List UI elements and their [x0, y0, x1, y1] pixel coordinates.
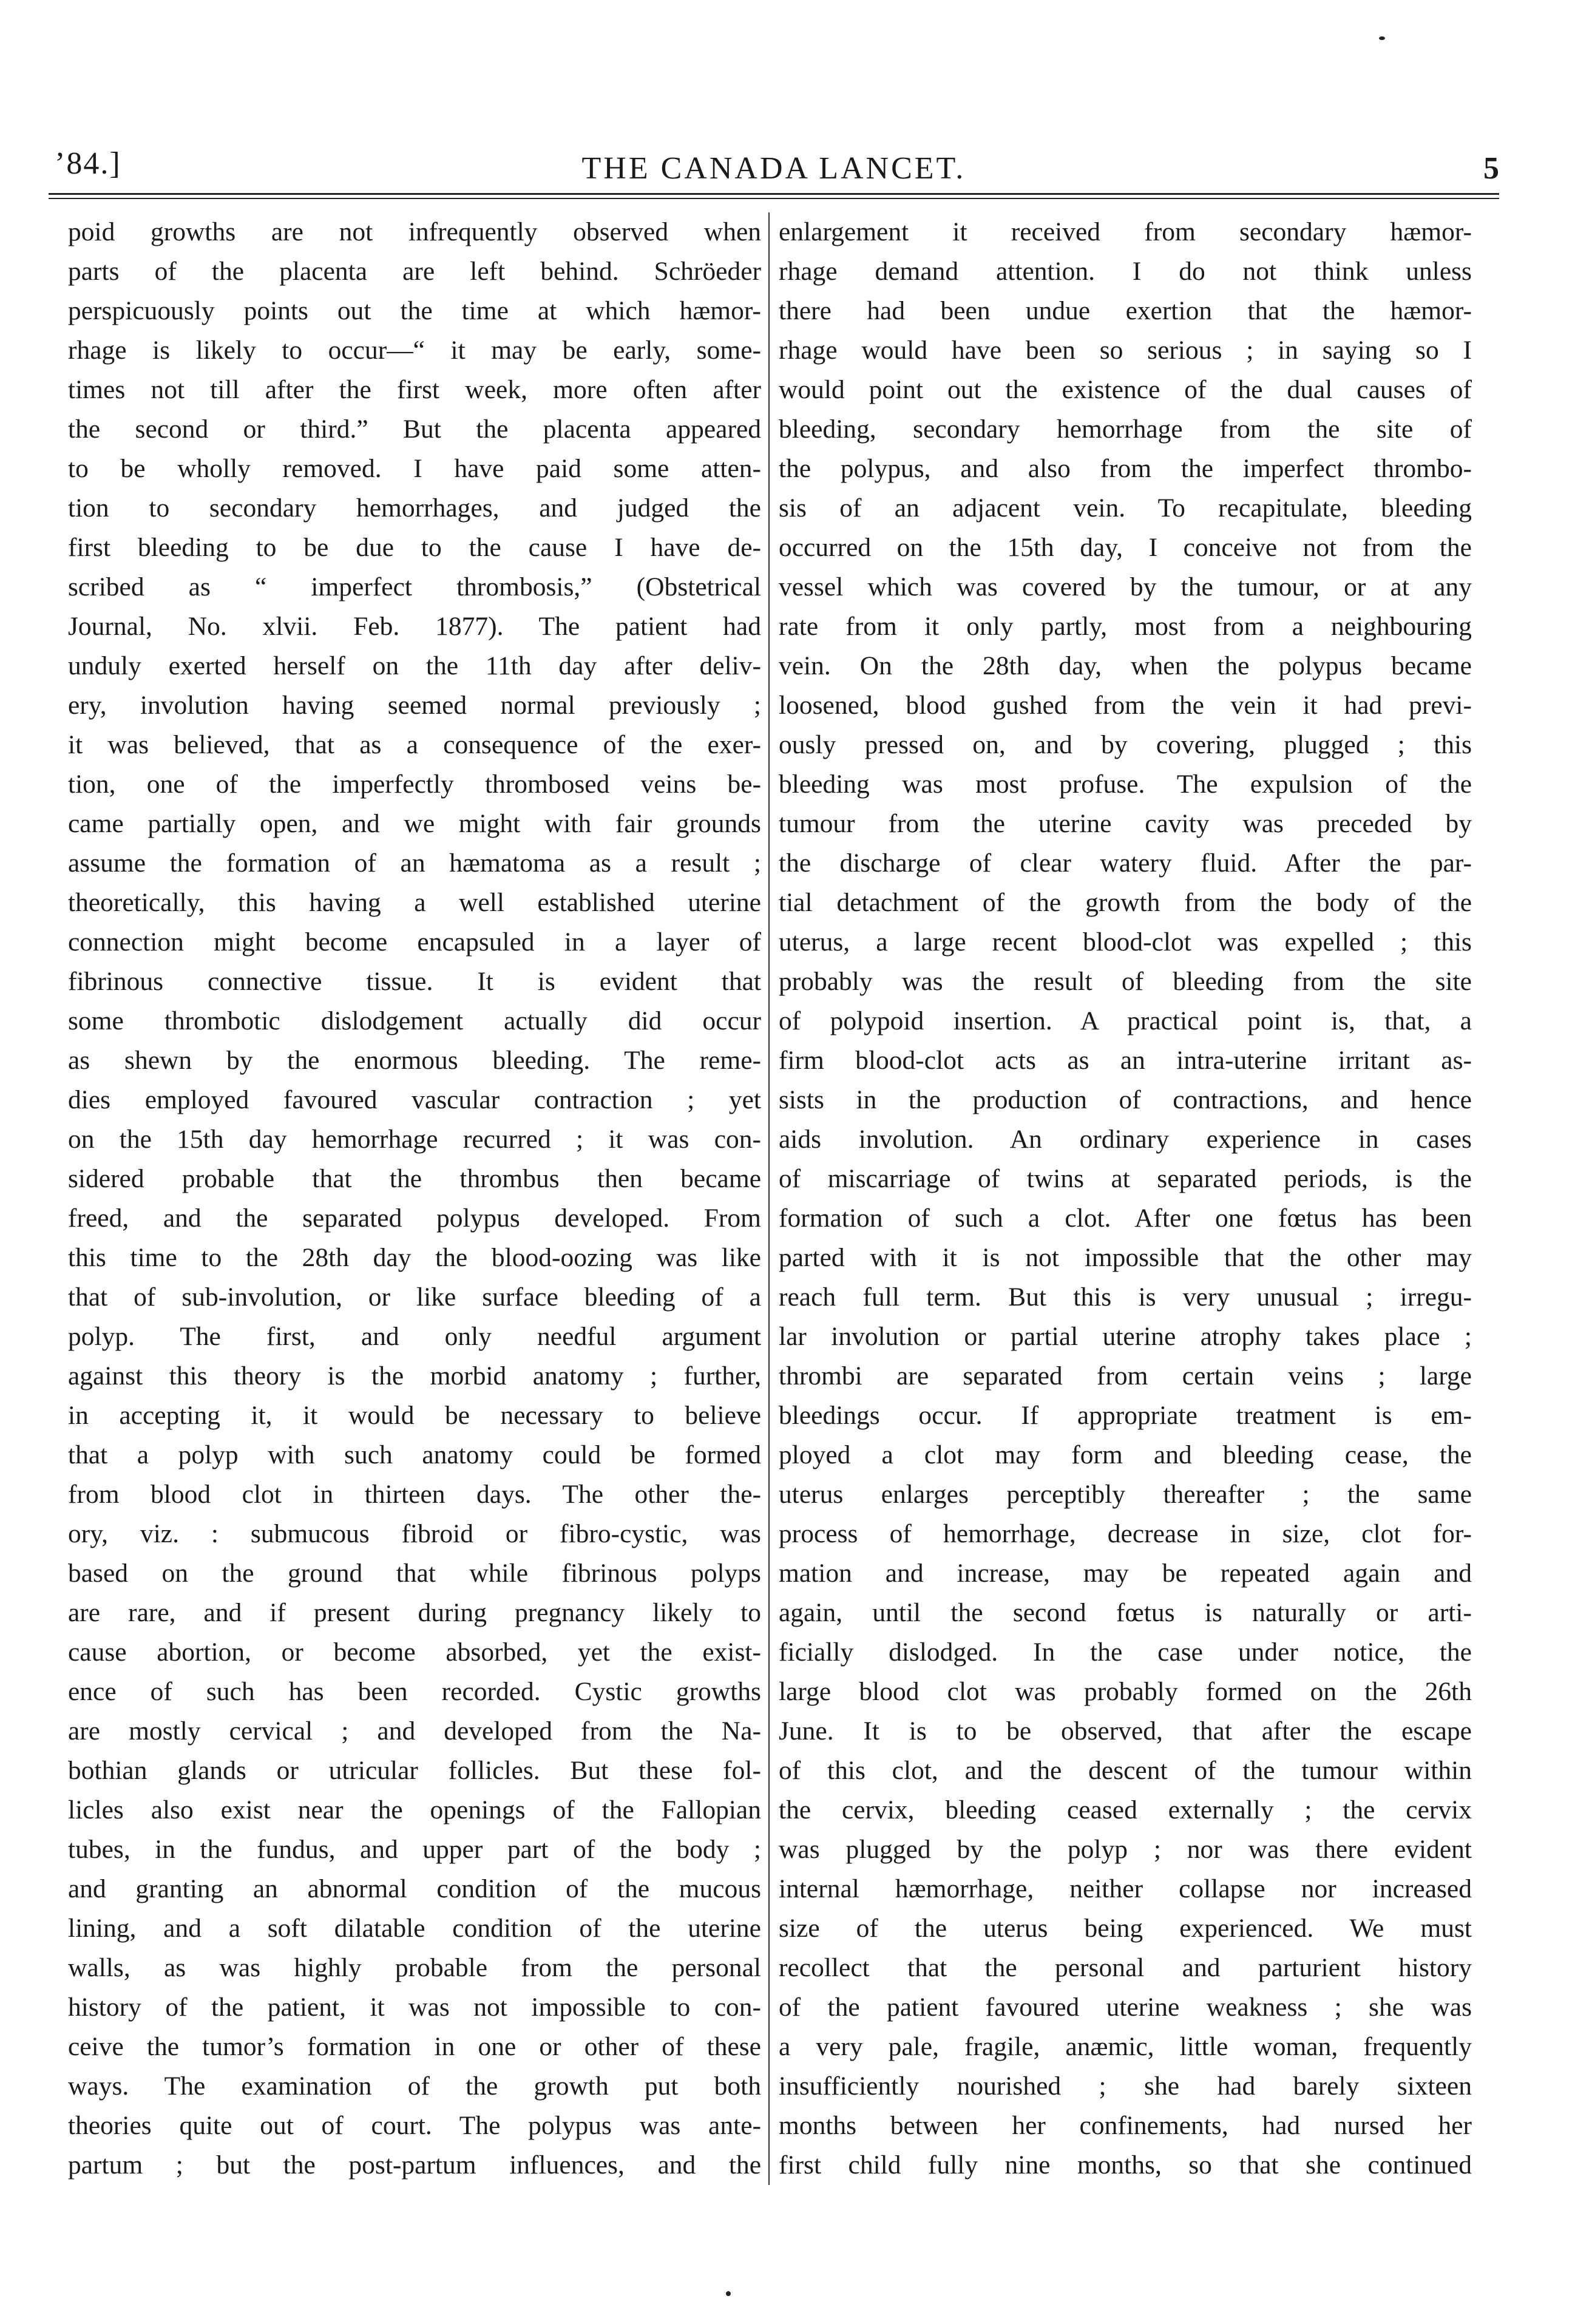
text-line: aids involution. An ordinary experience in cases	[779, 1125, 1472, 1154]
text-line: that a polyp with such anatomy could be formed	[68, 1440, 761, 1469]
text-line: connection might become encapsuled in a layer of	[68, 927, 761, 957]
text-line: based on the ground that while fibrinous polyps	[68, 1559, 761, 1588]
text-line: probably was the result of bleeding from the site	[779, 967, 1472, 996]
text-line: insufficiently nourished ; she had barely sixteen	[779, 2072, 1472, 2101]
text-line: bleeding was most profuse. The expulsion of the	[779, 770, 1472, 799]
text-line: unduly exerted herself on the 11th day after deliv-	[68, 651, 761, 680]
text-line: again, until the second fœtus is naturally or arti-	[779, 1598, 1472, 1627]
text-line: rate from it only partly, most from a neighbouring	[779, 612, 1472, 641]
text-line: perspicuously points out the time at which hæmor-	[68, 296, 761, 325]
text-line: against this theory is the morbid anatomy ; further,	[68, 1361, 761, 1391]
text-line: reach full term. But this is very unusual ; irregu-	[779, 1282, 1472, 1312]
journal-title: THE CANADA LANCET.	[581, 151, 966, 186]
volume-year: ’84.]	[55, 146, 121, 181]
text-line: poid growths are not infrequently observed when	[68, 217, 761, 246]
text-line: as shewn by the enormous bleeding. The reme-	[68, 1046, 761, 1075]
text-line: ployed a clot may form and bleeding cease, the	[779, 1440, 1472, 1469]
text-line: polyp. The first, and only needful argument	[68, 1322, 761, 1351]
text-line: the polypus, and also from the imperfect thrombo-	[779, 454, 1472, 483]
text-line: rhage demand attention. I do not think unless	[779, 257, 1472, 286]
scan-speck	[1379, 36, 1385, 40]
text-line: a very pale, fragile, anæmic, little woman, frequently	[779, 2032, 1472, 2061]
header-rule-top	[49, 193, 1499, 195]
text-line: ways. The examination of the growth put both	[68, 2072, 761, 2101]
left-column	[68, 212, 761, 2209]
text-line: on the 15th day hemorrhage recurred ; it was con-	[68, 1125, 761, 1154]
text-line: there had been undue exertion that the hæmor-	[779, 296, 1472, 325]
text-line: ficially dislodged. In the case under notice, the	[779, 1638, 1472, 1667]
text-line: first child fully nine months, so that she continued	[779, 2150, 1472, 2180]
text-line: thrombi are separated from certain veins ; large	[779, 1361, 1472, 1391]
text-line: of polypoid insertion. A practical point is, that, a	[779, 1006, 1472, 1035]
text-line: parted with it is not impossible that the other may	[779, 1243, 1472, 1272]
text-line: vein. On the 28th day, when the polypus became	[779, 651, 1472, 680]
column-divider	[768, 212, 770, 2185]
text-line: sidered probable that the thrombus then became	[68, 1164, 761, 1193]
text-line: that of sub-involution, or like surface bleeding of a	[68, 1282, 761, 1312]
text-line: bleeding, secondary hemorrhage from the site of	[779, 415, 1472, 444]
text-line: size of the uterus being experienced. We must	[779, 1914, 1472, 1943]
text-line: partum ; but the post-partum influences, and the	[68, 2150, 761, 2180]
text-line: of the patient favoured uterine weakness ; she was	[779, 1993, 1472, 2022]
text-line: in accepting it, it would be necessary to believe	[68, 1401, 761, 1430]
text-line: occurred on the 15th day, I conceive not from the	[779, 533, 1472, 562]
text-line: ory, viz. : submucous fibroid or fibro-cystic, was	[68, 1519, 761, 1548]
text-line: uterus enlarges perceptibly thereafter ; the same	[779, 1480, 1472, 1509]
text-line: scribed as “ imperfect thrombosis,” (Obstetrical	[68, 572, 761, 601]
text-line: and granting an abnormal condition of the mucous	[68, 1874, 761, 1903]
text-line: are mostly cervical ; and developed from the Na-	[68, 1716, 761, 1746]
text-line: dies employed favoured vascular contraction ; yet	[68, 1085, 761, 1114]
text-line: mation and increase, may be repeated again and	[779, 1559, 1472, 1588]
text-line: firm blood-clot acts as an intra-uterine irritant as-	[779, 1046, 1472, 1075]
text-line: months between her confinements, had nursed her	[779, 2111, 1472, 2140]
text-line: tial detachment of the growth from the body of the	[779, 888, 1472, 917]
text-line: loosened, blood gushed from the vein it had previ-	[779, 691, 1472, 720]
text-line: sists in the production of contractions, and hence	[779, 1085, 1472, 1114]
text-line: tion to secondary hemorrhages, and judged the	[68, 493, 761, 523]
text-line: sis of an adjacent vein. To recapitulate, bleeding	[779, 493, 1472, 523]
text-line: large blood clot was probably formed on the 26th	[779, 1677, 1472, 1706]
text-line: ceive the tumor’s formation in one or other of these	[68, 2032, 761, 2061]
text-line: vessel which was covered by the tumour, or at any	[779, 572, 1472, 601]
text-line: history of the patient, it was not impossible to con-	[68, 1993, 761, 2022]
text-line: ence of such has been recorded. Cystic growths	[68, 1677, 761, 1706]
text-line: from blood clot in thirteen days. The other the-	[68, 1480, 761, 1509]
text-line: of miscarriage of twins at separated periods, is the	[779, 1164, 1472, 1193]
header-rule-bottom	[49, 198, 1499, 199]
text-line: process of hemorrhage, decrease in size, clot for-	[779, 1519, 1472, 1548]
text-line: this time to the 28th day the blood-oozing was like	[68, 1243, 761, 1272]
text-line: formation of such a clot. After one fœtus has been	[779, 1204, 1472, 1233]
text-line: parts of the placenta are left behind. Schröeder	[68, 257, 761, 286]
text-line: rhage would have been so serious ; in saying so I	[779, 336, 1472, 365]
text-line: first bleeding to be due to the cause I have de-	[68, 533, 761, 562]
text-line: theoretically, this having a well established uterine	[68, 888, 761, 917]
page-number: 5	[1483, 151, 1499, 186]
text-line: assume the formation of an hæmatoma as a result ;	[68, 849, 761, 878]
text-line: of this clot, and the descent of the tumour within	[779, 1756, 1472, 1785]
text-line: tion, one of the imperfectly thrombosed veins be-	[68, 770, 761, 799]
text-line: fibrinous connective tissue. It is evident that	[68, 967, 761, 996]
text-line: to be wholly removed. I have paid some atten-	[68, 454, 761, 483]
text-line: the cervix, bleeding ceased externally ; the cervix	[779, 1795, 1472, 1824]
running-header	[49, 146, 1499, 194]
text-line: lining, and a soft dilatable condition of the uterine	[68, 1914, 761, 1943]
text-line: bleedings occur. If appropriate treatment is em-	[779, 1401, 1472, 1430]
text-line: times not till after the first week, more often after	[68, 375, 761, 404]
text-line: Journal, No. xlvii. Feb. 1877). The patient had	[68, 612, 761, 641]
text-line: the discharge of clear watery fluid. After the par-	[779, 849, 1472, 878]
right-column	[779, 212, 1472, 2209]
scan-speck	[726, 2291, 731, 2296]
text-line: freed, and the separated polypus developed. From	[68, 1204, 761, 1233]
text-line: some thrombotic dislodgement actually did occur	[68, 1006, 761, 1035]
text-line: tumour from the uterine cavity was preceded by	[779, 809, 1472, 838]
text-line: ery, involution having seemed normal previously ;	[68, 691, 761, 720]
text-line: June. It is to be observed, that after the escape	[779, 1716, 1472, 1746]
text-line: internal hæmorrhage, neither collapse nor increased	[779, 1874, 1472, 1903]
text-line: ously pressed on, and by covering, plugged ; this	[779, 730, 1472, 759]
text-line: uterus, a large recent blood-clot was expelled ; this	[779, 927, 1472, 957]
text-line: bothian glands or utricular follicles. But these fol-	[68, 1756, 761, 1785]
text-line: would point out the existence of the dual causes of	[779, 375, 1472, 404]
text-line: came partially open, and we might with fair grounds	[68, 809, 761, 838]
text-line: are rare, and if present during pregnancy likely to	[68, 1598, 761, 1627]
text-line: cause abortion, or become absorbed, yet the exist-	[68, 1638, 761, 1667]
text-line: walls, as was highly probable from the personal	[68, 1953, 761, 1982]
text-line: enlargement it received from secondary hæmor-	[779, 217, 1472, 246]
text-line: theories quite out of court. The polypus was ante-	[68, 2111, 761, 2140]
text-line: licles also exist near the openings of the Fallopian	[68, 1795, 761, 1824]
text-line: recollect that the personal and parturient history	[779, 1953, 1472, 1982]
text-line: the second or third.” But the placenta appeared	[68, 415, 761, 444]
text-line: it was believed, that as a consequence of the exer-	[68, 730, 761, 759]
text-line: was plugged by the polyp ; nor was there evident	[779, 1835, 1472, 1864]
text-line: lar involution or partial uterine atrophy takes place ;	[779, 1322, 1472, 1351]
text-line: tubes, in the fundus, and upper part of the body ;	[68, 1835, 761, 1864]
text-line: rhage is likely to occur—“ it may be early, some-	[68, 336, 761, 365]
